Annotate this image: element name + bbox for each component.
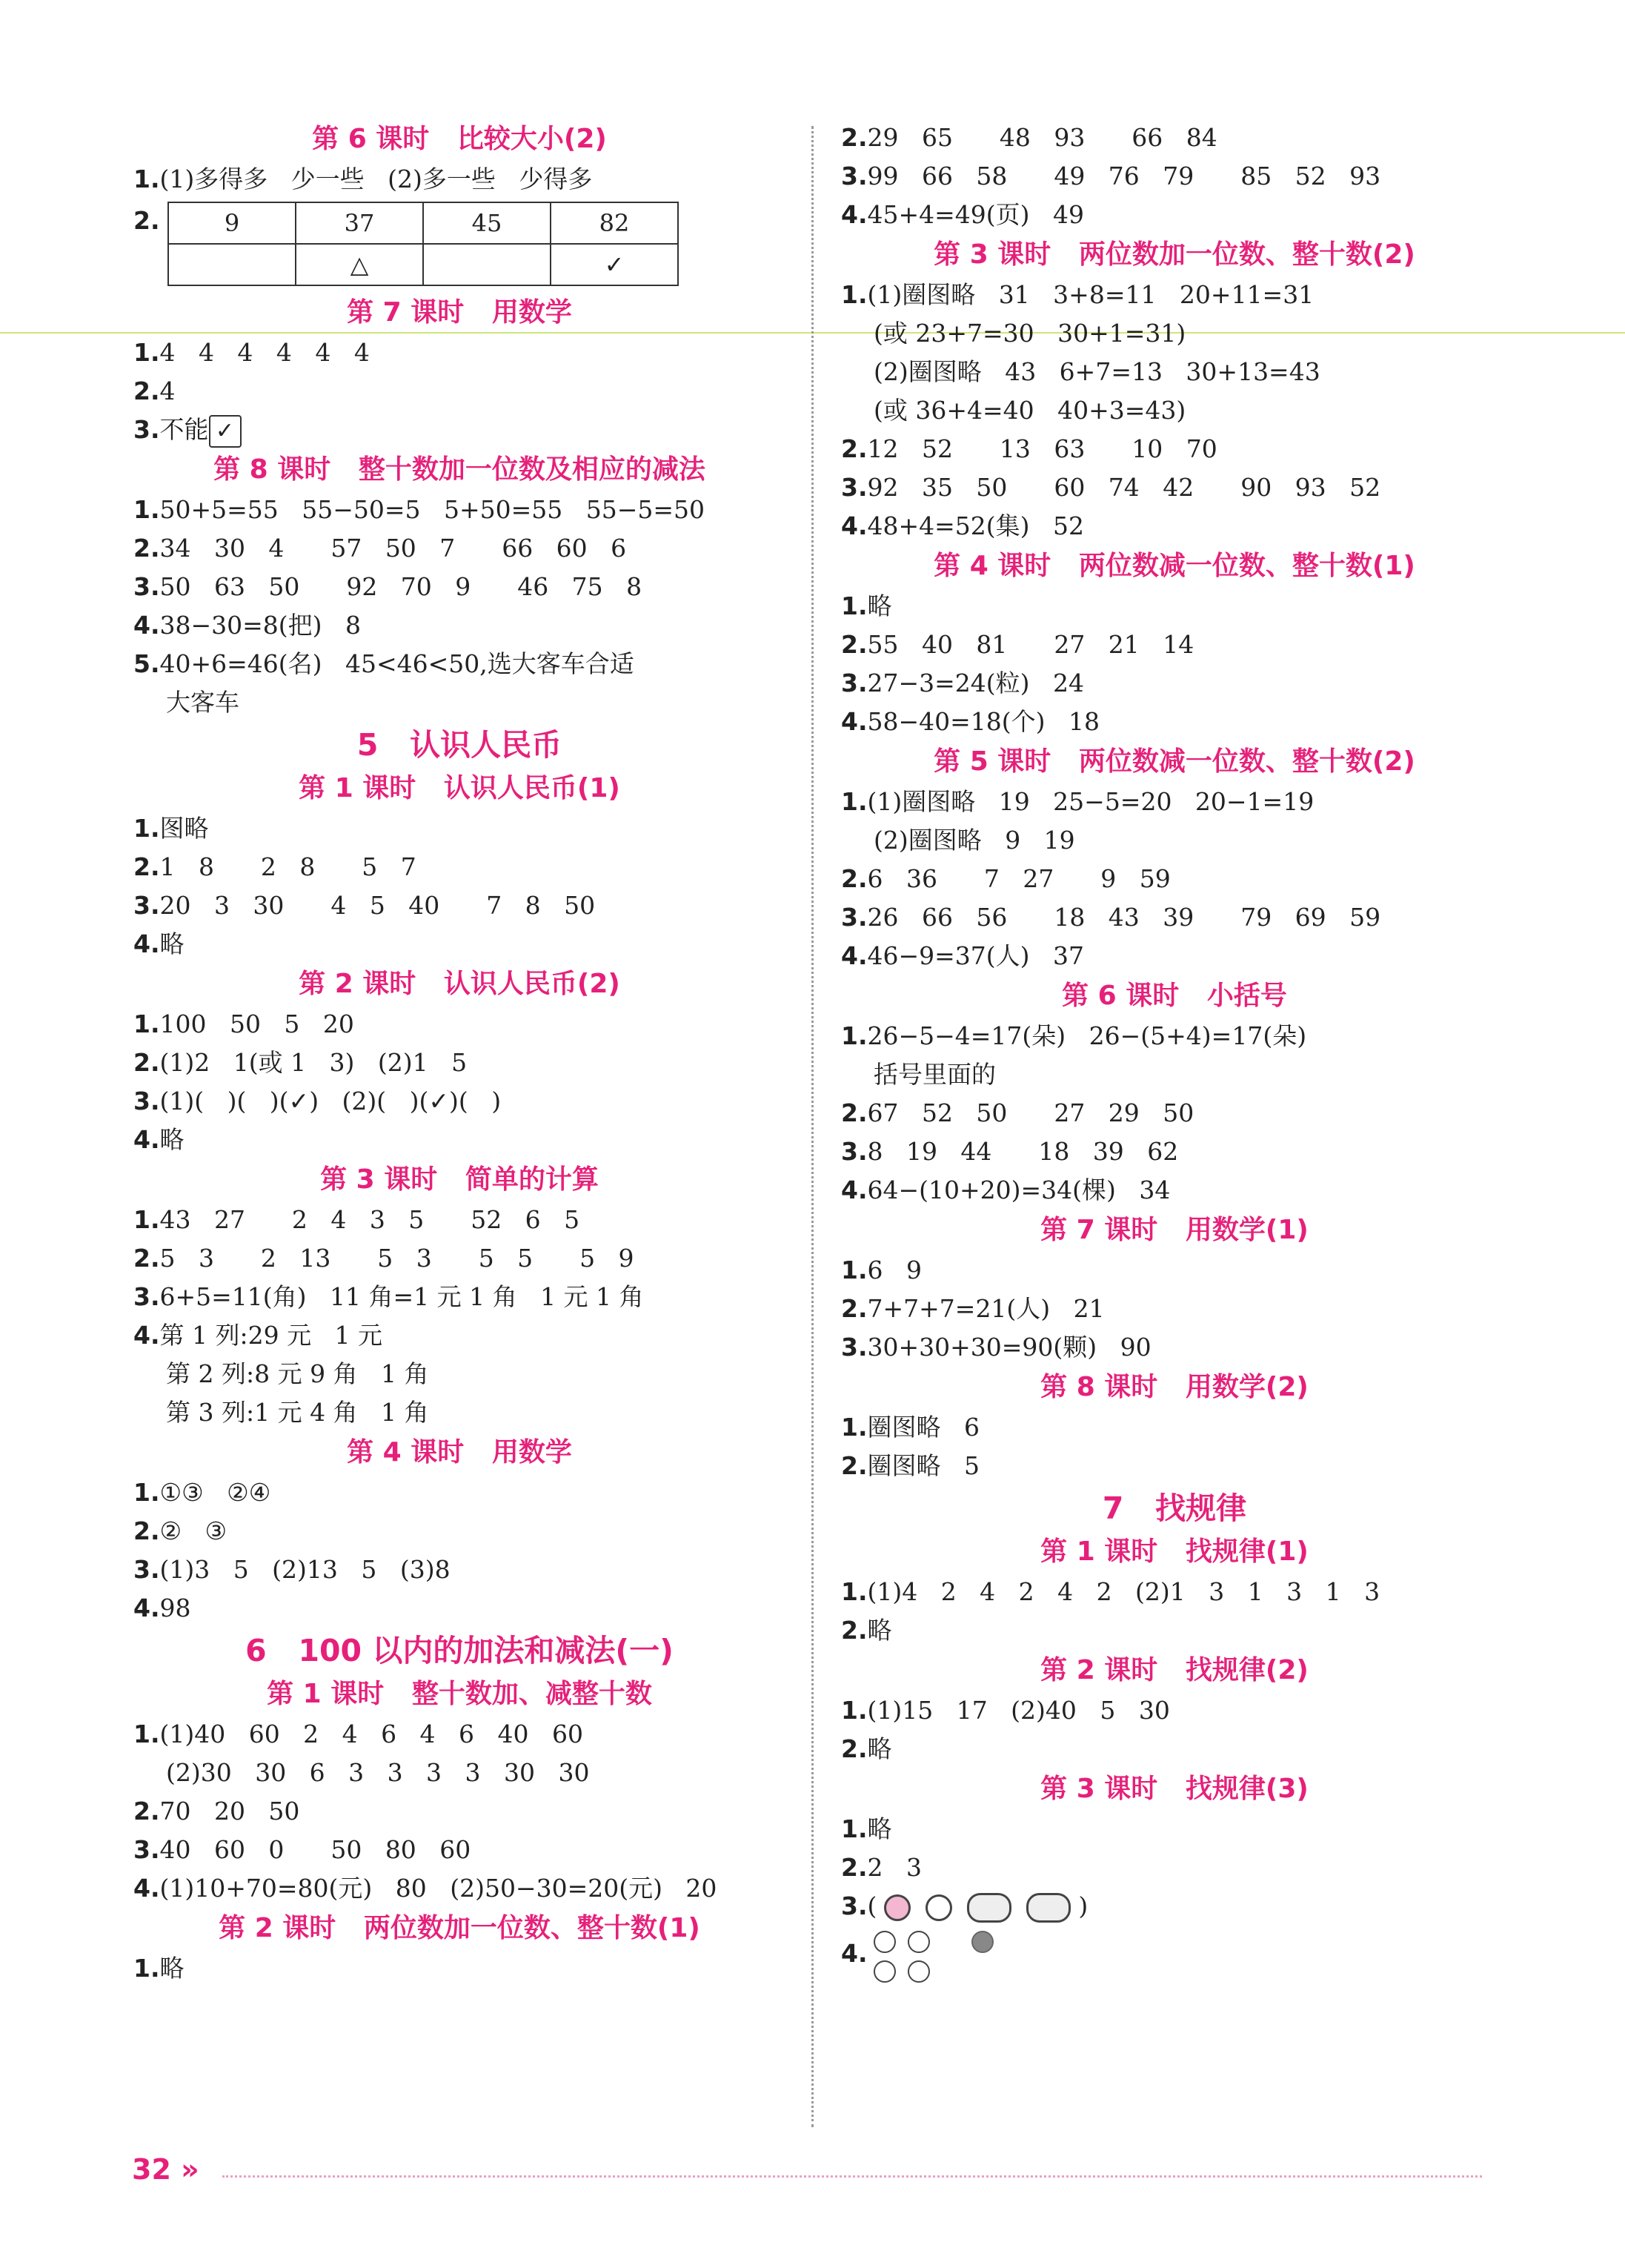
question-number: 3. <box>841 1891 868 1920</box>
answer-text: 29 65 48 93 66 84 <box>867 123 1217 152</box>
question-number: 4. <box>133 611 160 640</box>
answer-line <box>841 587 1508 626</box>
check-box: ✓ <box>209 415 242 448</box>
answer-line <box>133 1316 785 1355</box>
answer-line <box>133 1869 785 1908</box>
answer-line <box>133 925 785 964</box>
answer-text: 圈图略 5 <box>867 1451 980 1480</box>
page-number: 32 » <box>132 2153 199 2186</box>
column-divider <box>811 126 814 2127</box>
question-number: 3. <box>841 903 868 932</box>
lesson-heading: 第 2 课时 找规律(2) <box>1040 1655 1309 1685</box>
compare-table <box>167 202 679 286</box>
answer-line <box>133 334 785 372</box>
answer-text: 38−30=8(把) 8 <box>159 611 361 640</box>
table-cell: ✓ <box>551 244 678 285</box>
answer-line <box>133 411 785 449</box>
question-number: 3. <box>841 162 868 190</box>
question-number: 2. <box>841 434 868 463</box>
answer-line <box>841 1251 1508 1290</box>
answer-line <box>133 1792 785 1831</box>
answer-text: (2)圈图略 9 19 <box>874 826 1075 855</box>
question-number: 4. <box>133 1594 160 1622</box>
answer-line <box>841 898 1508 937</box>
lesson-heading: 第 5 课时 两位数减一位数、整十数(2) <box>934 746 1415 777</box>
answer-text: (1)15 17 (2)40 5 30 <box>867 1696 1170 1725</box>
question-number: 3. <box>841 473 868 502</box>
answer-text: 99 66 58 49 76 79 85 52 93 <box>867 162 1381 190</box>
answer-text: 55 40 81 27 21 14 <box>867 630 1194 659</box>
answer-text: 2 3 <box>867 1853 922 1882</box>
answer-text: 圈图略 6 <box>867 1413 980 1442</box>
answer-line <box>841 157 1508 196</box>
answer-text: (或 23+7=30 30+1=31) <box>874 319 1186 348</box>
question-number: 2. <box>133 852 160 881</box>
answer-line <box>133 1278 785 1316</box>
answer-line <box>841 860 1508 898</box>
answer-text: 6 36 7 27 9 59 <box>867 864 1171 893</box>
answer-line <box>133 160 785 199</box>
answer-text: (1)4 2 4 2 4 2 (2)1 3 1 3 1 3 <box>867 1577 1380 1606</box>
question-number: 5. <box>133 649 160 678</box>
answer-text: 略 <box>159 929 185 958</box>
answer-text: 6+5=11(角) 11 角=1 元 1 角 1 元 1 角 <box>159 1282 644 1311</box>
question-number: 1. <box>841 1814 868 1843</box>
question-number: 1. <box>841 1413 868 1442</box>
answer-text: 64−(10+20)=34(棵) 34 <box>867 1176 1171 1204</box>
answer-text: (1)40 60 2 4 6 4 6 40 60 <box>159 1720 583 1748</box>
question-number: 1. <box>133 338 160 367</box>
answer-line <box>133 529 785 568</box>
answer-line <box>841 196 1508 234</box>
question-number: 4. <box>841 1176 868 1204</box>
lesson-heading: 第 6 课时 比较大小(2) <box>312 124 607 154</box>
circle-icon <box>874 1960 896 1983</box>
question-number: 1. <box>133 165 160 193</box>
lesson-heading: 第 8 课时 整十数加一位数及相应的减法 <box>213 454 705 485</box>
answer-line <box>841 1810 1508 1848</box>
answer-line <box>133 1121 785 1159</box>
answer-line <box>841 353 1508 391</box>
answer-line <box>841 1573 1508 1611</box>
question-number: 1. <box>133 1205 160 1234</box>
answer-text: 43 27 2 4 3 5 52 6 5 <box>159 1205 580 1234</box>
question-number: 3. <box>841 1333 868 1362</box>
answer-text: 26−5−4=17(朵) 26−(5+4)=17(朵) <box>867 1021 1307 1050</box>
question-number: 3. <box>133 1555 160 1584</box>
question-number: 3. <box>133 1835 160 1864</box>
answer-line <box>133 1239 785 1278</box>
answer-text: (1)多得多 少一些 (2)多一些 少得多 <box>159 165 593 193</box>
answer-text: (1)3 5 (2)13 5 (3)8 <box>159 1555 451 1584</box>
answer-line <box>133 1715 785 1754</box>
table-cell: 45 <box>423 202 551 244</box>
question-number: 2. <box>841 864 868 893</box>
table-row <box>168 244 678 285</box>
answer-line <box>133 1355 785 1393</box>
answer-line <box>133 1393 785 1432</box>
answer-text: (1)圈图略 31 3+8=11 20+11=31 <box>867 280 1315 309</box>
answer-line <box>841 703 1508 741</box>
question-number: 3. <box>133 891 160 920</box>
answer-text: 图略 <box>159 814 209 843</box>
answer-text: 略 <box>867 1616 892 1645</box>
answer-line <box>841 1730 1508 1768</box>
question-number: 4. <box>841 707 868 736</box>
answer-text: 50+5=55 55−50=5 5+50=55 55−5=50 <box>159 495 705 524</box>
question-number: 2. <box>841 630 868 659</box>
circle-icon <box>908 1960 930 1983</box>
answer-line <box>133 372 785 411</box>
answer-text: 大客车 <box>166 688 239 717</box>
question-number: 1. <box>133 495 160 524</box>
pattern-shape-icon <box>1026 1893 1071 1923</box>
table-cell <box>423 244 551 285</box>
answer-line <box>133 1754 785 1792</box>
answer-text: 不能 <box>159 415 209 444</box>
question-number: 3. <box>133 572 160 601</box>
answer-line <box>841 1611 1508 1650</box>
question-number: 4. <box>133 1321 160 1350</box>
answer-text: 26 66 56 18 43 39 79 69 59 <box>867 903 1381 932</box>
question-number: 2. <box>133 1048 160 1077</box>
question-number: 2. <box>841 1853 868 1882</box>
lesson-heading: 第 2 课时 认识人民币(2) <box>299 969 620 999</box>
answer-line <box>841 664 1508 703</box>
lesson-heading: 第 7 课时 用数学 <box>347 297 572 328</box>
answer-text: 45+4=49(页) 49 <box>867 200 1084 229</box>
question-number: 2. <box>841 1734 868 1763</box>
answer-line <box>133 1005 785 1044</box>
answer-line <box>841 1408 1508 1447</box>
left-column <box>133 119 785 1988</box>
answer-line <box>841 783 1508 821</box>
lesson-heading: 第 1 课时 认识人民币(1) <box>299 773 620 803</box>
question-number: 1. <box>841 787 868 816</box>
answer-line <box>133 568 785 606</box>
answer-text: 92 35 50 60 74 42 90 93 52 <box>867 473 1381 502</box>
answer-line <box>841 1133 1508 1171</box>
answer-line <box>841 468 1508 507</box>
question-number: 1. <box>133 1478 160 1507</box>
answer-text: 第 2 列:8 元 9 角 1 角 <box>166 1359 429 1388</box>
answer-text: (或 36+4=40 40+3=43) <box>874 396 1186 425</box>
answer-text: 略 <box>867 591 892 620</box>
answer-text: 略 <box>159 1954 185 1983</box>
lesson-heading: 第 3 课时 找规律(3) <box>1040 1774 1309 1804</box>
answer-line <box>841 937 1508 975</box>
circle-icon <box>908 1931 930 1953</box>
question-number: 3. <box>133 415 160 444</box>
answer-text: 100 50 5 20 <box>159 1009 354 1038</box>
footer-rule <box>222 2175 1482 2178</box>
unit-heading: 7 找规律 <box>1102 1491 1247 1526</box>
answer-text: 4 4 4 4 4 4 <box>159 338 370 367</box>
answer-line <box>133 1512 785 1551</box>
table-cell: △ <box>296 244 423 285</box>
question-number: 4. <box>841 200 868 229</box>
question-number: 4. <box>841 941 868 970</box>
lesson-heading: 第 3 课时 两位数加一位数、整十数(2) <box>934 239 1415 270</box>
answer-text: 略 <box>159 1125 185 1154</box>
table-cell: 9 <box>168 202 296 244</box>
answer-text: (1)10+70=80(元) 80 (2)50−30=20(元) 20 <box>159 1874 717 1903</box>
answer-text: 50 63 50 92 70 9 46 75 8 <box>159 572 642 601</box>
answer-text: 7+7+7=21(人) 21 <box>867 1294 1105 1323</box>
question-number: 4. <box>841 1939 868 1968</box>
question-number: 4. <box>133 1125 160 1154</box>
question-number: 3. <box>841 669 868 697</box>
right-column <box>841 119 1508 1992</box>
answer-text: 67 52 50 27 29 50 <box>867 1098 1194 1127</box>
dot-pattern <box>868 1926 1000 1985</box>
answer-text: 4 <box>159 377 176 405</box>
answer-line <box>133 491 785 529</box>
question-number: 2. <box>841 1451 868 1480</box>
answer-line <box>841 314 1508 353</box>
question-number: 4. <box>133 1874 160 1903</box>
question-number: 1. <box>133 1954 160 1983</box>
answer-line <box>841 626 1508 664</box>
answer-text: 46−9=37(人) 37 <box>867 941 1084 970</box>
answer-line <box>133 1082 785 1121</box>
answer-text: (2)30 30 6 3 3 3 3 30 30 <box>166 1758 590 1787</box>
answer-line <box>133 1473 785 1512</box>
answer-line <box>841 391 1508 430</box>
answer-text: 98 <box>159 1594 191 1622</box>
question-number: 1. <box>841 1577 868 1606</box>
filled-circle-icon <box>971 1931 994 1953</box>
lesson-heading: 第 4 课时 两位数减一位数、整十数(1) <box>934 551 1415 581</box>
answer-line <box>841 1691 1508 1730</box>
answer-line <box>841 1055 1508 1094</box>
answer-line <box>133 645 785 683</box>
question-number: 2. <box>841 1294 868 1323</box>
question-number: 2. <box>133 1516 160 1545</box>
table-row <box>168 202 678 244</box>
answer-line <box>133 1551 785 1589</box>
answer-line <box>133 1589 785 1628</box>
question-number: 2. <box>133 534 160 563</box>
question-number: 2. <box>133 1797 160 1826</box>
lesson-heading: 第 1 课时 找规律(1) <box>1040 1536 1309 1567</box>
answer-text: 27−3=24(粒) 24 <box>867 669 1084 697</box>
question-number: 1. <box>841 280 868 309</box>
pattern-shape-icon <box>884 1894 911 1921</box>
question-number: 1. <box>841 1256 868 1284</box>
answer-line <box>133 1949 785 1988</box>
pattern-shape-icon <box>926 1894 952 1921</box>
answer-line <box>841 821 1508 860</box>
answer-line <box>133 809 785 848</box>
unit-heading: 6 100 以内的加法和减法(一) <box>245 1633 674 1668</box>
answer-line <box>133 1831 785 1869</box>
answer-line <box>133 683 785 722</box>
answer-text: ①③ ②④ <box>159 1478 271 1507</box>
question-number: 2. <box>841 1098 868 1127</box>
lesson-heading: 第 2 课时 两位数加一位数、整十数(1) <box>219 1913 700 1943</box>
answer-line <box>133 606 785 645</box>
answer-text: 6 9 <box>867 1256 922 1284</box>
answer-line <box>841 1290 1508 1328</box>
question-number: 2. <box>133 1244 160 1273</box>
table-cell: 82 <box>551 202 678 244</box>
question-number: 4. <box>841 511 868 540</box>
answer-line <box>133 1044 785 1082</box>
answer-text: 8 19 44 18 39 62 <box>867 1137 1179 1166</box>
answer-text: 括号里面的 <box>874 1060 996 1089</box>
answer-line <box>841 1926 1508 1992</box>
lesson-heading: 第 7 课时 用数学(1) <box>1040 1215 1309 1245</box>
circle-icon <box>874 1931 896 1953</box>
answer-text: 5 3 2 13 5 3 5 5 5 9 <box>159 1244 634 1273</box>
answer-text: 第 1 列:29 元 1 元 <box>159 1321 383 1350</box>
answer-text: 48+4=52(集) 52 <box>867 511 1084 540</box>
table-cell: 37 <box>296 202 423 244</box>
answer-text: 34 30 4 57 50 7 66 60 6 <box>159 534 627 563</box>
answer-text: ② ③ <box>159 1516 227 1545</box>
question-number: 2. <box>841 123 868 152</box>
answer-text: (1)2 1(或 1 3) (2)1 5 <box>159 1048 468 1077</box>
answer-text: 58−40=18(个) 18 <box>867 707 1100 736</box>
question-number: 1. <box>133 1009 160 1038</box>
question-number: 1. <box>133 814 160 843</box>
answer-text: 40+6=46(名) 45<46<50,选大客车合适 <box>159 649 634 678</box>
answer-line <box>841 507 1508 546</box>
question-number: 2. <box>133 377 160 405</box>
answer-line <box>841 1171 1508 1210</box>
answer-line: 3.( ) <box>841 1887 1508 1926</box>
answer-text: 第 3 列:1 元 4 角 1 角 <box>166 1398 429 1427</box>
question-number: 1. <box>841 1021 868 1050</box>
answer-text: 1 8 2 8 5 7 <box>159 852 416 881</box>
pattern-shape-icon <box>967 1893 1011 1923</box>
lesson-heading: 第 1 课时 整十数加、减整十数 <box>267 1679 652 1709</box>
question-number: 2. <box>133 206 160 235</box>
answer-line <box>841 1447 1508 1485</box>
answer-line <box>841 430 1508 468</box>
answer-text: 40 60 0 50 80 60 <box>159 1835 471 1864</box>
question-number: 1. <box>841 1696 868 1725</box>
answer-line <box>841 1328 1508 1367</box>
question-number: 1. <box>133 1720 160 1748</box>
answer-line <box>841 276 1508 314</box>
answer-text: 30+30+30=90(颗) 90 <box>867 1333 1152 1362</box>
question-number: 3. <box>841 1137 868 1166</box>
answer-line <box>133 1201 785 1239</box>
question-number: 2. <box>841 1616 868 1645</box>
answer-line <box>841 119 1508 157</box>
question-number: 3. <box>133 1087 160 1115</box>
question-number: 1. <box>841 591 868 620</box>
answer-text: 20 3 30 4 5 40 7 8 50 <box>159 891 596 920</box>
unit-heading: 5 认识人民币 <box>356 727 562 763</box>
answer-text: (1)( )( )(✓) (2)( )(✓)( ) <box>159 1087 502 1115</box>
answer-line <box>133 886 785 925</box>
lesson-heading: 第 8 课时 用数学(2) <box>1040 1372 1309 1402</box>
answer-text: 12 52 13 63 10 70 <box>867 434 1217 463</box>
table-cell <box>168 244 296 285</box>
lesson-heading: 第 3 课时 简单的计算 <box>320 1164 599 1195</box>
question-number: 4. <box>133 929 160 958</box>
lesson-heading: 第 6 课时 小括号 <box>1062 981 1287 1011</box>
answer-text: (2)圈图略 43 6+7=13 30+13=43 <box>874 357 1320 386</box>
question-number: 3. <box>133 1282 160 1311</box>
answer-text: 略 <box>867 1734 892 1763</box>
answer-line <box>841 1094 1508 1133</box>
answer-text: 略 <box>867 1814 892 1843</box>
answer-line <box>133 848 785 886</box>
answer-text: (1)圈图略 19 25−5=20 20−1=19 <box>867 787 1315 816</box>
answer-line <box>841 1848 1508 1887</box>
answer-text: 70 20 50 <box>159 1797 300 1826</box>
answer-line <box>841 1017 1508 1055</box>
lesson-heading: 第 4 课时 用数学 <box>347 1437 572 1468</box>
compare-block <box>133 202 785 286</box>
